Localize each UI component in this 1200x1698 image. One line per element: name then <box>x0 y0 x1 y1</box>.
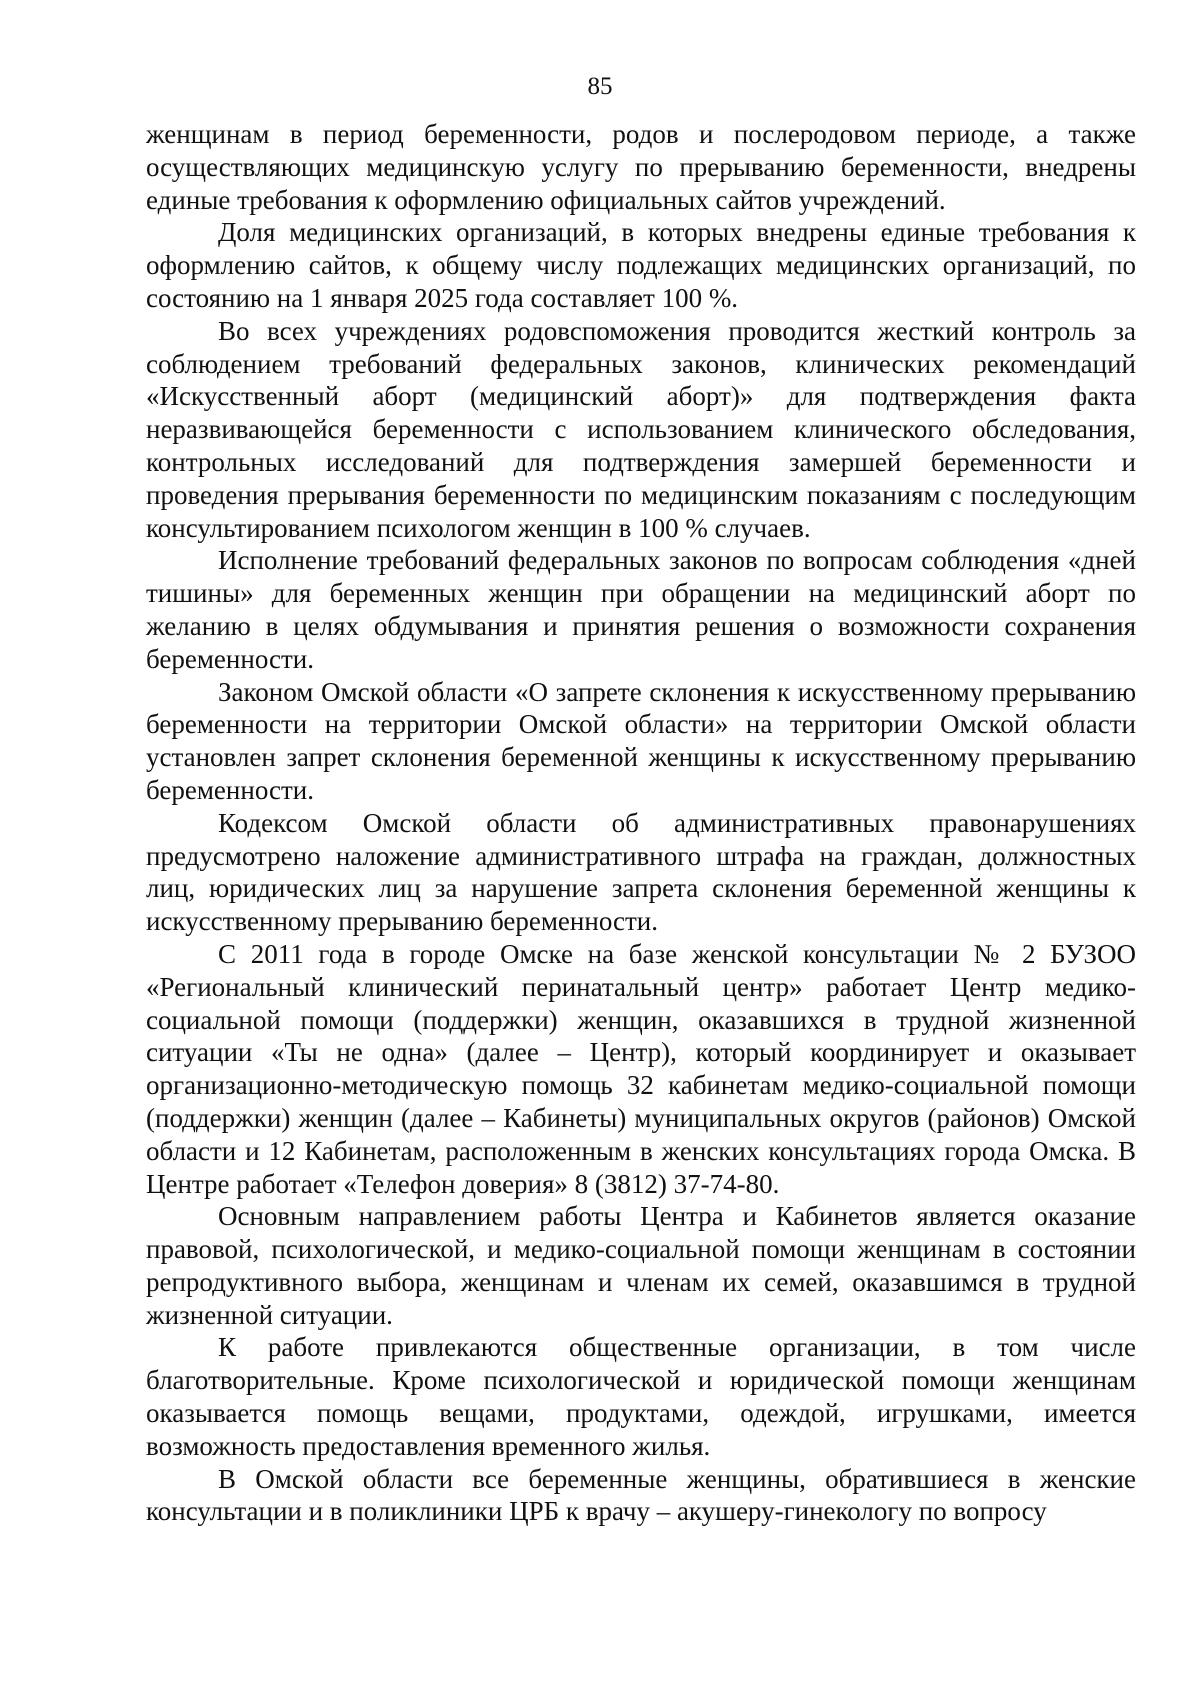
page-number: 85 <box>587 73 613 100</box>
paragraph: Основным направлением работы Центра и Кабинетов является оказание правовой, психологической, и медико-социальной помощи женщинам в состоянии репродуктивного выбора, женщинам и членам их семей, оказавшимся в трудной жизненной ситуации. <box>146 1201 1136 1330</box>
paragraph: К работе привлекаются общественные организации, в том числе благотворительные. Кроме психологической и юридической помощи женщинам оказывается помощь вещами, продуктами, одеждой, игрушками, имеется возможность предоставления временного жилья. <box>146 1332 1136 1461</box>
paragraph: Исполнение требований федеральных законов по вопросам соблюдения «дней тишины» для беременных женщин при обращении на медицинский аборт по желанию в целях обдумывания и принятия решения о возможности сохранения беременности. <box>146 545 1136 674</box>
document-body <box>146 118 1136 1528</box>
paragraph: Доля медицинских организаций, в которых внедрены единые требования к оформлению сайтов, к общему числу подлежащих медицинских организаций, по состоянию на 1 января 2025 года составляет 100 %. <box>146 217 1136 313</box>
paragraph: Во всех учреждениях родовспоможения проводится жесткий контроль за соблюдением требований федеральных законов, клинических рекомендаций «Искусственный аборт (медицинский аборт)» для подтверждения факта неразвивающейся беременности с использованием клинического обследования, контрольных исследований для подтверждения замершей беременности и проведения прерывания беременности по медицинским показаниям с последующим консультированием психологом женщин в 100 % случаев. <box>146 315 1136 543</box>
paragraph: В Омской области все беременные женщины, обратившиеся в женские консультации и в поликлиники ЦРБ к врачу – акушеру-гинекологу по вопросу <box>146 1463 1136 1527</box>
paragraph: Законом Омской области «О запрете склонения к искусственному прерыванию беременности на территории Омской области» на территории Омской области установлен запрет склонения беременной женщины к искусственному прерыванию беременности. <box>146 676 1136 805</box>
paragraph-continuation: женщинам в период беременности, родов и послеродовом периоде, а также осуществляющих медицинскую услугу по прерыванию беременности, внедрены единые требования к оформлению официальных сайтов учреждений. <box>146 119 1136 215</box>
paragraph: Кодексом Омской области об административных правонарушениях предусмотрено наложение административного штрафа на граждан, должностных лиц, юридических лиц за нарушение запрета склонения беременной женщины к искусственному прерыванию беременности. <box>146 807 1136 937</box>
paragraph: С 2011 года в городе Омске на базе женской консультации № 2 БУЗОО «Региональный клинический перинатальный центр» работает Центр медико-социальной помощи (поддержки) женщин, оказавшихся в трудной жизненной ситуации «Ты не одна» (далее – Центр), который координирует и оказывает организационно-методическую помощь 32 кабинетам медико-социальной помощи (поддержки) женщин (далее – Кабинеты) муниципальных округов (районов) Омской области и 12 Кабинетам, расположенным в женских консультациях города Омска. В Центре работает «Телефон доверия» 8 (3812) 37-74-80. <box>146 938 1136 1199</box>
